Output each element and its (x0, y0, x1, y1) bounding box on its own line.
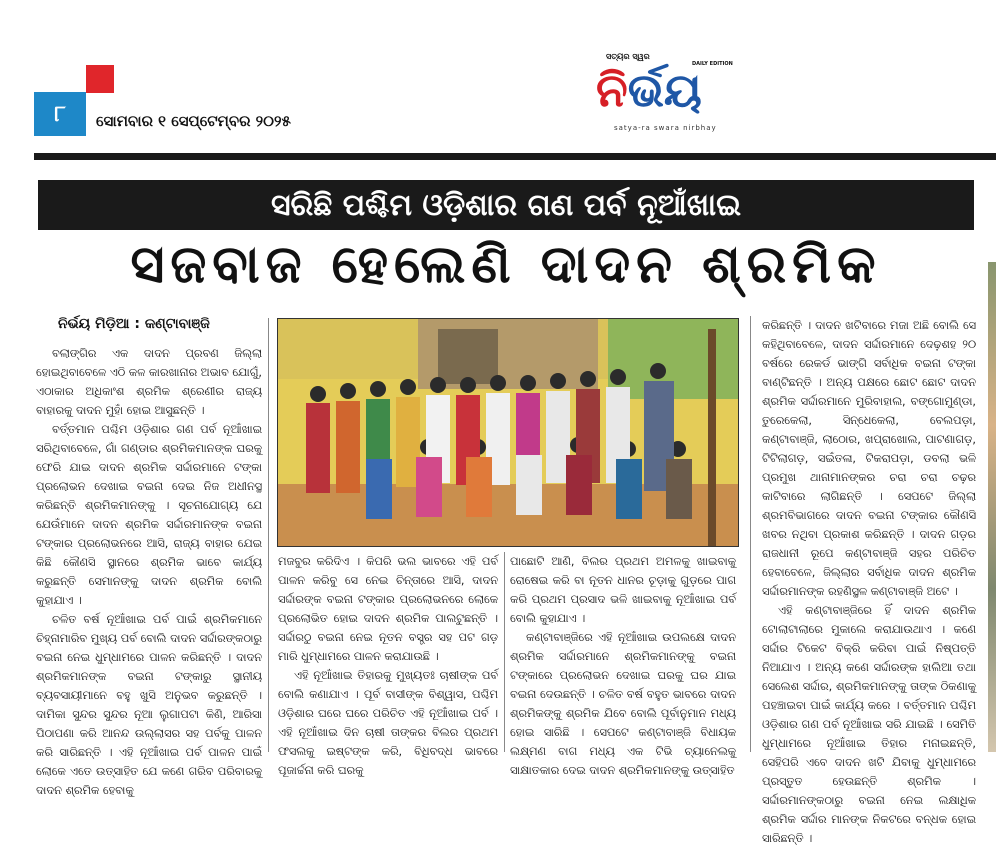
newspaper-logo (596, 52, 736, 148)
article-column-1 (36, 344, 262, 797)
paragraph: କଣ୍ଟାବାଞ୍ଜିରେ ଏହି ନୂଆଁଖାଇ ଉପଲକ୍ଷେ ଦାଦନ ଶ୍ରମିକ ସର୍ଦ୍ଦାରମାନେ ଶ୍ରମିକମାନଙ୍କୁ ବଇନା ଟଙ୍କାରେ ପ୍ରଲୋଭନ ଦେଖାଇ ଘରକୁ ଘର ଯାଇ ବଇନା ଦେଉଛନ୍ତି । ଚଳିତ ବର୍ଷ ବହୁତ ଭାବରେ ଦାଦନ ଶ୍ରମିକଙ୍କୁ ଶ୍ରମିକ ଯିବେ ବୋଲି ପୂର୍ବାନୁମାନ ମଧ୍ୟ ହୋଇ ସାରିଛି । ସେପଟେ କଣ୍ଟାବାଞ୍ଜି ବିଧାୟକ ଲକ୍ଷ୍ମଣ ବାଗ ମଧ୍ୟ ଏକ ଟିଭି ଚ୍ୟାନେଲକୁ ସାକ୍ଷାତକାର ଦେଇ ଦାଦନ ଶ୍ରମିକମାନଙ୍କୁ ଉତ୍ସାହିତ (510, 631, 736, 777)
decorative-red-square (86, 65, 114, 93)
article-column-4 (762, 316, 976, 845)
article-byline: ନିର୍ଭୟ ମିଡ଼ିଆ : କଣ୍ଟାବାଞ୍ଜି (58, 316, 210, 332)
logo-name-part1: ନି (596, 63, 628, 117)
column-divider (268, 318, 269, 752)
logo-motto: satya-ra swara nirbhay (614, 124, 717, 132)
page-number-box (34, 92, 86, 136)
logo-edition: DAILY EDITION (692, 61, 733, 67)
paragraph: ଏହି କଣ୍ଟାବାଞ୍ଜିରେ ହିଁ ଦାଦନ ଶ୍ରମିକ ଟୋଲାଟାଲାରେ ମୁକାଲେ କରାଯାଉଥାଏ । କଣେ ସର୍ଦ୍ଦାର ଟିକେଟ ବିକ୍ରି କରିବା ପାଇଁ ନିଷ୍ପତ୍ତି ନିଆଯାଏ । ଅନ୍ୟ କଣେ ସର୍ଦ୍ଦାରଙ୍କ ହାଲିଆ ତଥା ସେଲେଶ ସର୍ଦ୍ଦାର, ଶ୍ରମିକମାନଙ୍କୁ ତାଙ୍କ ଠିକଣାକୁ ପହଞ୍ଚାଇବା ପାଇଁ କାର୍ଯ୍ୟ କରେ । ବର୍ତ୍ତମାନ ପଶ୍ଚିମ ଓଡ଼ିଶାର ଗଣ ପର୍ବ ନୂଆଁଖାଇ ସରି ଯାଇଛି । ସେମିତି ଧୁମ୍‌ଧାମରେ ନୂଆଁଖାଇ ତିହାର ମନାଇଛନ୍ତି, ସେହିପରି ଏବେ ଦାଦନ ଖଟି ଯିବାକୁ ଧୁମ୍‌ଧାମରେ ପ୍ରସ୍ତୁତ ହେଉଛନ୍ତି ଶ୍ରମିକ । ସର୍ଦ୍ଦାରମାନଙ୍କଠାରୁ ବଇନା ନେଇ ଲକ୍ଷାଧିକ ଶ୍ରମିକ ସର୍ଦ୍ଦାର ମାନଙ୍କ ନିକଟରେ ବନ୍ଧକ ହୋଇ ସାରିଛନ୍ତି । (762, 604, 976, 845)
paragraph: ଚଳିତ ବର୍ଷ ନୂଆଁଖାଇ ପର୍ବ ପାଇଁ ଶ୍ରମିକମାନେ ଚିହ୍ନାମାରିବ ମୁଖ୍ୟ ପର୍ବ ବୋଲି ଦାଦନ ସର୍ଦ୍ଦାରଙ୍କଠାରୁ ବଇନା ନେଇ ଧୁମ୍‌ଧାମରେ ପାଳନ କରିଛନ୍ତି । ଦାଦନ ଶ୍ରମିକମାନଙ୍କ ବଇନା ଟଙ୍କାରୁ ସ୍ଥାନୀୟ ବ୍ୟବସାୟୀମାନେ ବହୁ ଖୁସି ଅନୁଭବ କରୁଛନ୍ତି । ଦାମିକା ସୁନ୍ଦର ସୁନ୍ଦର ନୂଆ ଲୁଗାପଟା କିଣି, ଆରିସା ପିଠାପଣା କରି ଆନନ୍ଦ ଉଲ୍ଲାସର ସହ ପର୍ବକୁ ପାଳନ କରି ସାରିଛନ୍ତି । ଏହି ନୂଆଁଖାଇ ପର୍ବ ପାଳନ ପାଇଁ ଲୋକେ ଏତେ ଉତ୍ସାହିତ ଯେ କଣେ ଗରିବ ପରିବାରକୁ ଦାଦନ ଶ୍ରମିକ ହେବାକୁ (36, 613, 262, 797)
logo-name (596, 62, 702, 118)
dateline: ସୋମବାର ୧ ସେପ୍ଟେମ୍ବର ୨୦୨୫ (96, 112, 291, 130)
page-number: ୮ (54, 101, 66, 127)
paragraph: ଏହି ନୂଆଁଖାଇ ତିହାରକୁ ମୁଖ୍ୟତଃ ଚାଷୀଙ୍କ ପର୍ବ ବୋଲି କଣାଯାଏ । ପୂର୍ବ ବାସୀଙ୍କ ବିଶ୍ୱାସ, ପଶ୍ଚିମ ଓଡ଼ିଶାର ଘରେ ଘରେ ପରିଚିତ ଏହି ନୂଆଁଖାଇ ପର୍ବ । ଏହି ନୂଆଁଖାଇ ଦିନ ଚାଷୀ ତାଙ୍କର ବିଲର ପ୍ରଥମ ଫସଲକୁ ଇଷ୍ଟଙ୍କ କରି, ବିଧିବଦ୍ଧ ଭାବରେ ପୂଜାର୍ଚ୍ଚନା କରି ଘରକୁ (278, 669, 498, 777)
article-column-2 (278, 552, 498, 777)
logo-tagline: ସତ୍ୟର ସ୍ୱର (606, 52, 650, 61)
paragraph: ପାଛୋଟି ଆଣି, ବିଲର ପ୍ରଥମ ଅମଳକୁ ଖାଇବାକୁ ରୋଷେଇ କରି ବା ନୂତନ ଧାନର ଚୂଡ଼ାକୁ ଗୁଡ଼ରେ ପାଗ କରି ପ୍ରଥମ ପ୍ରସାଦ ଭଳି ଖାଇବାକୁ ନୂଆଁଖାଇ ପର୍ବ ବୋଲି କୁହାଯାଏ । (510, 555, 736, 625)
group-photo (277, 318, 739, 547)
paragraph: ବର୍ତ୍ତମାନ ପଶ୍ଚିମ ଓଡ଼ିଶାର ଗଣ ପର୍ବ ନୂଆଁଖାଇ ସରିଥିବାବେଳେ, ଗାଁ ଗଣ୍ଡାର ଶ୍ରମିକମାନଙ୍କ ଘରକୁ ଫେରି ଯାଇ ଦାଦନ ଶ୍ରମିକ ସର୍ଦ୍ଦାରମାନେ ଟଙ୍କା ପ୍ରଲୋଭନ ଦେଖାଇ ବଇନା ଦେଇ ନିଜ ଅଧୀନସ୍ଥ କରିଛନ୍ତି ଶ୍ରମିକମାନଙ୍କୁ । ସୂଚନାଯୋଗ୍ୟ ଯେ ଯେଉଁମାନେ ଦାଦନ ଶ୍ରମିକ ସର୍ଦ୍ଦାରମାନଙ୍କ ବଇନା ଟଙ୍କାର ପ୍ରଲୋଭନରେ ଆସି, ରାଜ୍ୟ ବାହାର ଯେଇ କିଛି କୌଣସି ସ୍ଥାନରେ ଶ୍ରମିକ ଭାବେ କାର୍ଯ୍ୟ କରୁଛନ୍ତି ସେମାନଙ୍କୁ ଦାଦନ ଶ୍ରମିକ ବୋଲି କୁହାଯାଏ । (36, 423, 262, 607)
group-photo-image (278, 319, 738, 546)
logo-name-part2: ର୍ଭୟ (627, 63, 702, 117)
paragraph: କରିଛନ୍ତି । ଦାଦନ ଖଟିବାରେ ମଜା ଅଛି ବୋଲି ସେ କହିଥିବାବେଳେ, ଦାଦନ ସର୍ଦ୍ଦାରମାନେ ଦେଢ଼ଶହ ୨୦ ବର୍ଷରେ ରେକର୍ଡ ଭାଙ୍ଗି ସର୍ବାଧିକ ବଇନା ଟଙ୍କା ବାଣ୍ଟିଛନ୍ତି । ଅନ୍ୟ ପକ୍ଷରେ ଛୋଟ ଛୋଟ ଦାଦନ ଶ୍ରମିକ ସର୍ଦ୍ଦାରମାନେ ମୁରିବାହାଲ, ବଙ୍ଗୋମୁଣ୍ଡା, ତୁରେକେଲା, ସିନ୍ଧେକେଲା, ବେଲପଡ଼ା, କଣ୍ଟାବାଞ୍ଜି, ଲାଠୋର, ଖପ୍ରାଖୋଲ, ପାଟଣାଗଡ଼, ଟିଟିଲାଗଡ଼, ସଇଁତଳା, ଟିକରାପଡ଼ା, ଡବଲା ଭଳି ପ୍ରମୁଖ ଥାନାମାନଙ୍କର ଚରା ଚରା ଚଢ଼ର କାଟିବାରେ ଲାଗିଛନ୍ତି । ସେପଟେ ଜିଲ୍ଲା ଶ୍ରମବିଭାଗରେ ଦାଦନ ବଇନା ଟଙ୍କାର କୌଣସି ଖବର ନଥିବା ପ୍ରକାଶ କରିଛନ୍ତି । ଦାଦନ ଗଡ଼ର ରାଜଧାନୀ ରୂପେ କଣ୍ଟାବାଞ୍ଜି ସହର ପରିଚିତ ହେବାବେଳେ, ଜିଲ୍ଲାର ସର୍ବାଧିକ ଦାଦନ ଶ୍ରମିକ ସର୍ଦ୍ଦାରମାନଙ୍କ ରହଣିସ୍ଥଳ କଣ୍ଟାବାଞ୍ଜି ଅଟେ । (762, 319, 976, 598)
paragraph: ବଲାଙ୍ଗିର ଏକ ଦାଦନ ପ୍ରବଣ ଜିଲ୍ଲା ହୋଇଥିବାବେଳେ ଏଠି କଳ କାରଖାନାର ଅଭାବ ଯୋଗୁଁ, ଏଠାକାର ଅଧିକାଂଶ ଶ୍ରମିକ ଶ୍ରେଣୀର ରାଜ୍ୟ ବାହାରକୁ ଦାଦନ ମୁହାଁ ହୋଇ ଆସୁଛନ୍ତି । (36, 347, 262, 417)
paragraph: ମଜବୁର କରିଦିଏ । କିପରି ଭଲ ଭାବରେ ଏହି ପର୍ବ ପାଳନ କରିବୁ ସେ ନେଇ ଚିନ୍ତାରେ ଆସି, ଦାଦନ ସର୍ଦ୍ଦାରଙ୍କ ବଇନା ଟଙ୍କାର ପ୍ରଲୋଭନରେ ଲୋକେ ପ୍ରଲୋଭିତ ହୋଇ ଦାଦନ ଶ୍ରମିକ ପାଲଟୁଛନ୍ତି । ସର୍ଦ୍ଦାରଠୁ ବଇନା ନେଇ ନୂତନ ବସ୍ତ୍ର ସହ ପଟ ଗଡ଼ ମାରି ଧୁମ୍‌ଧାମରେ ପାଳନ କରାଯାଉଛି । (278, 555, 498, 663)
article-kicker: ସରିଛି ପଶ୍ଚିମ ଓଡ଼ିଶାର ଗଣ ପର୍ବ ନୂଆଁଖାଇ (38, 180, 974, 230)
column-divider (504, 552, 505, 752)
header-rule (34, 153, 996, 160)
article-column-3 (510, 552, 736, 777)
column-divider (750, 316, 751, 752)
adjacent-page-edge (988, 262, 996, 752)
article-headline: ସଜବାଜ ହେଲେଣି ଦାଦନ ଶ୍ରମିକ (130, 234, 882, 295)
